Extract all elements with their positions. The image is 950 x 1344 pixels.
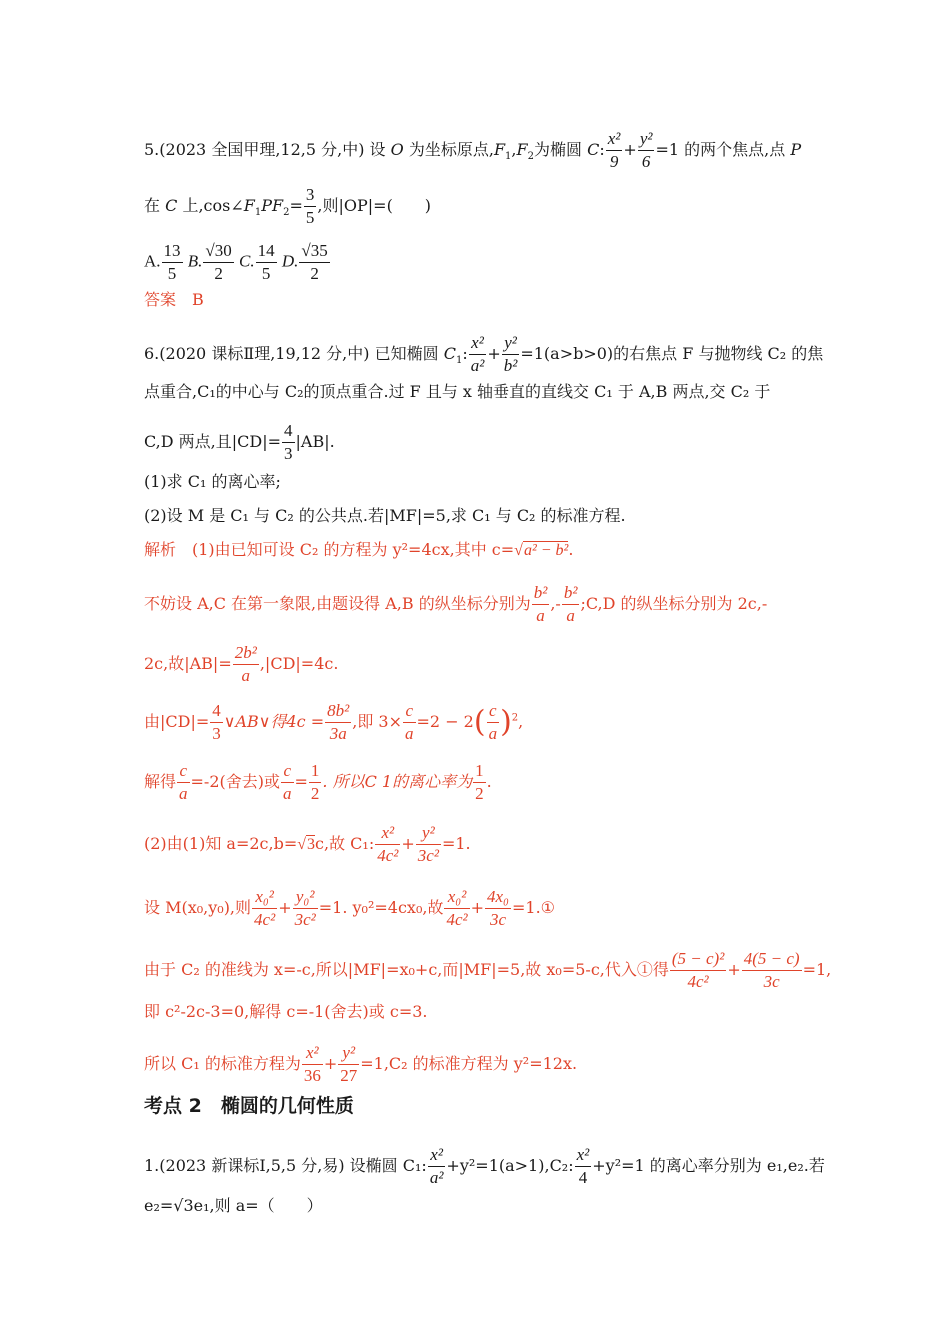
option-d-value: $\frac{√35}{2}$ [301,241,328,283]
fraction-y2-6: $\frac{\text{y²}}{6}$ [639,129,653,171]
fraction-c-a: $\frac{c}{a}$ [405,701,414,743]
fraction-c-a4: $\frac{c}{a}$ [283,761,292,803]
option-a-value: $\frac{13}{5}$ [163,241,181,283]
fraction-y2-3c2: $\frac{\text{y²}}{\text{3c²}}$ [417,823,439,865]
q6-line2: 点重合,C₁的中心与 C₂的顶点重合.过 F 且与 x 轴垂直的直线交 C₁ 于 A,B 两点,交 C₂ 于 [144,382,771,401]
q6-line1: 6.(2020 课标Ⅱ理,19,12 分,中) 已知椭圆 $C_1$: $\frac{\text{x²}}{\text{a²}}$ + $\frac{\text{y²}}{\text{b²}}$ =1(a>b>0)的右焦点 F 与抛物线 C₂ 的焦 [144,333,824,375]
fraction-8b2-3a: $\frac{\text{8b²}}{3a}$ [327,701,350,743]
solution-line10: 所以 C₁ 的标准方程为 $\frac{\text{x²}}{36}$ + $\frac{\text{y²}}{27}$ =1,C₂ 的标准方程为 y²=12x. [144,1043,578,1085]
solution-text9: =2 − 2 [416,712,474,731]
fraction-x2-a2b: $\frac{\text{x²}}{\text{a²}}$ [429,1145,444,1187]
solution-text5: ,|CD|=4c. [259,654,339,673]
solution-text22: 所以 C₁ 的标准方程为 [144,1054,301,1073]
solution-line9: 即 c²-2c-3=0,解得 c=-1(舍去)或 c=3. [144,1002,428,1021]
solution-text13: . 所以C 1的离心率为 [322,772,473,791]
sqrt-a2-b2: √a² − b² [514,542,569,559]
solution-line4: 由|CD|= $\frac{4}{3}$ ∨AB∨得4c = $\frac{\text{8b²}}{3a}$ ,即 3× $\frac{c}{a}$ =2 − 2( $\frac{c}{a}$ )$^2$, [144,701,524,743]
solution-text8: ,即 3× [352,712,403,731]
solution-text21: =1, [802,960,832,979]
solution-text10: 解得 [144,772,177,791]
q5-line2: 在 C 上$,\cos\angle F_1PF_2=$ $\frac{3}{5}$ ,则|OP|=( ) [144,185,432,227]
q5-text2: 为椭圆 [534,140,583,159]
fraction-b2-a: $\frac{\text{b²}}{a}$ [533,583,548,625]
q6-text3: |AB|. [295,432,335,451]
solution-text20: 由于 C₂ 的准线为 x=-c,所以|MF|=x₀+c,而|MF|=5,故 x₀=5-c,代入①得 [144,960,669,979]
fraction-x2-9: $\frac{\text{x²}}{9}$ [607,129,621,171]
q5-text6: ,则|OP|=( ) [317,196,432,215]
fraction-y02-3c2: $\frac{\text{y₀²}}{\text{3c²}}$ [294,887,316,929]
sqrt-3: √3 [297,836,316,853]
q6-line3 [144,420,335,465]
fraction-c-a2: $\frac{c}{a}$ [488,701,498,743]
fraction-b2-a-neg: $\frac{\text{b²}}{a}$ [563,583,578,625]
q6-intro: 6.(2020 课标Ⅱ理,19,12 分,中) 已知椭圆 [144,344,439,363]
fraction-5-c2-4c2: $\frac{\text{(5 − c)²}}{\text{4c²}}$ [671,949,725,991]
q6-text2: C,D 两点,且|CD|= [144,432,282,451]
q5-options [144,240,331,285]
fraction-3-5: $\frac{3}{5}$ [305,185,315,227]
fraction-y2-27: $\frac{\text{y²}}{27}$ [340,1043,358,1085]
q1-line1 [144,1144,825,1189]
solution-text18: =1. y₀²=4cx₀,故 [318,898,444,917]
solution-text2: 不妨设 A,C 在第一象限,由题设得 A,B 的纵坐标分别为 [144,594,531,613]
solution-line3 [144,642,338,687]
solution-text3: ;C,D 的纵坐标分别为 2c,- [580,594,768,613]
solution-text12: = [294,772,308,791]
solution-text19: =1.① [511,898,555,917]
q5-answer: 答案 B [144,290,204,309]
option-c-label: C. [239,251,255,271]
solution-text15: c,故 C₁: [315,834,375,853]
solution-line8: 由于 C₂ 的准线为 x=-c,所以|MF|=x₀+c,而|MF|=5,故 x₀=5-c,代入①得 $\frac{\text{(5 − c)²}}{\text{4c²}}$ + $\frac{4(5 - c)}{3c}$ =1, [144,949,832,991]
solution-text14: (2)由(1)知 a=2c,b= [144,834,298,853]
solution-text7: ∨AB∨得4c = [223,712,325,731]
solution-text1: 解析 (1)由已知可设 C₂ 的方程为 y²=4cx,其中 c= [144,540,515,559]
fraction-4-3b: $\frac{4}{3}$ [212,701,221,743]
q1-line2: e₂=√3e₁,则 a=（ ） [144,1196,323,1215]
section-title: 考点 2 椭圆的几何性质 [144,1095,354,1117]
q5-text4: 在 [144,196,161,215]
fraction-x2-36: $\frac{\text{x²}}{36}$ [303,1043,321,1085]
solution-line2: 不妨设 A,C 在第一象限,由题设得 A,B 的纵坐标分别为 $\frac{\text{b²}}{a}$ ,- $\frac{\text{b²}}{a}$ ;C,D 的纵坐标分别为 2c,- [144,583,768,625]
q5-text3: =1 的两个焦点,点 [655,140,786,159]
solution-text6: 由|CD|= [144,712,210,731]
q5-intro: 5.(2023 全国甲理,12,5 分,中) 设 [144,140,386,159]
fraction-c-a3: $\frac{c}{a}$ [179,761,188,803]
fraction-y2-b2: $\frac{\text{y²}}{\text{b²}}$ [503,333,518,375]
option-b-value: $\frac{√30}{2}$ [205,241,232,283]
q6-part1: (1)求 C₁ 的离心率; [144,472,281,491]
fraction-x2-4: $\frac{\text{x²}}{4}$ [576,1145,590,1187]
option-c-value: $\frac{14}{5}$ [257,241,275,283]
q1-text: +y²=1(a>1),C₂: [446,1156,574,1175]
option-a-label: A. [144,251,161,271]
fraction-4-3: $\frac{4}{3}$ [284,421,293,463]
solution-text23: =1,C₂ 的标准方程为 y²=12x. [360,1054,578,1073]
fraction-x2-4c2: $\frac{\text{x²}}{\text{4c²}}$ [377,823,399,865]
solution-line5: 解得 $\frac{c}{a}$ =-2(舍去)或 $\frac{c}{a}$ = $\frac{1}{2}$ . 所以C 1的离心率为 $\frac{1}{2}$ . [144,761,492,803]
fraction-1-2: $\frac{1}{2}$ [310,761,320,803]
solution-text16: =1. [441,834,471,853]
q1-text2: +y²=1 的离心率分别为 e₁,e₂.若 [592,1156,825,1175]
q5-line1: 5.(2023 全国甲理,12,5 分,中) 设 O 为坐标原点$,F_1,F_2$为椭圆 C: $\frac{\text{x²}}{9}$ + $\frac{\text{y²}}{6}$ =1 的两个焦点,点 P [144,129,802,171]
q6-text: =1(a>b>0)的右焦点 F 与抛物线 C₂ 的焦 [520,344,824,363]
solution-line1: 解析 (1)由已知可设 C₂ 的方程为 y²=4cx,其中 c=√a² − b². [144,538,573,563]
fraction-2b2-a: $\frac{\text{2b²}}{a}$ [234,643,257,685]
solution-line7: 设 M(x₀,y₀),则 $\frac{\text{x₀²}}{\text{4c²}}$ + $\frac{\text{y₀²}}{\text{3c²}}$ =1. y₀²=4cx₀,故 $\frac{\text{x₀²}}{\text{4c²}}$ + $\frac{\text{4x₀}}{3c}$ =1.① [144,887,555,929]
fraction-45-c-3c: $\frac{4(5 - c)}{3c}$ [743,949,800,991]
fraction-1-2b: $\frac{1}{2}$ [475,761,484,803]
q5-text: 为坐标原点, [408,140,494,159]
solution-text17: 设 M(x₀,y₀),则 [144,898,252,917]
fraction-4x0-3c: $\frac{\text{4x₀}}{3c}$ [487,887,509,929]
option-d-label: D. [281,251,299,271]
q6-part2: (2)设 M 是 C₁ 与 C₂ 的公共点.若|MF|=5,求 C₁ 与 C₂ 的标准方程. [144,506,626,525]
q1-intro: 1.(2023 新课标Ⅰ,5,5 分,易) 设椭圆 C₁: [144,1156,427,1175]
solution-text4: 2c,故|AB|= [144,654,232,673]
q5-text5: 上,cos∠ [182,196,244,215]
fraction-x2-a2: $\frac{\text{x²}}{\text{a²}}$ [470,333,485,375]
solution-line6: (2)由(1)知 a=2c,b=√3c,故 C₁: $\frac{\text{x²}}{\text{4c²}}$ + $\frac{\text{y²}}{\text{3c²}}$ =1. [144,823,471,865]
fraction-x02-4c2: $\frac{\text{x₀²}}{\text{4c²}}$ [254,887,276,929]
fraction-x02-4c2b: $\frac{\text{x₀²}}{\text{4c²}}$ [446,887,468,929]
solution-text11: =-2(舍去)或 [190,772,280,791]
option-b-label: B. [187,251,203,271]
